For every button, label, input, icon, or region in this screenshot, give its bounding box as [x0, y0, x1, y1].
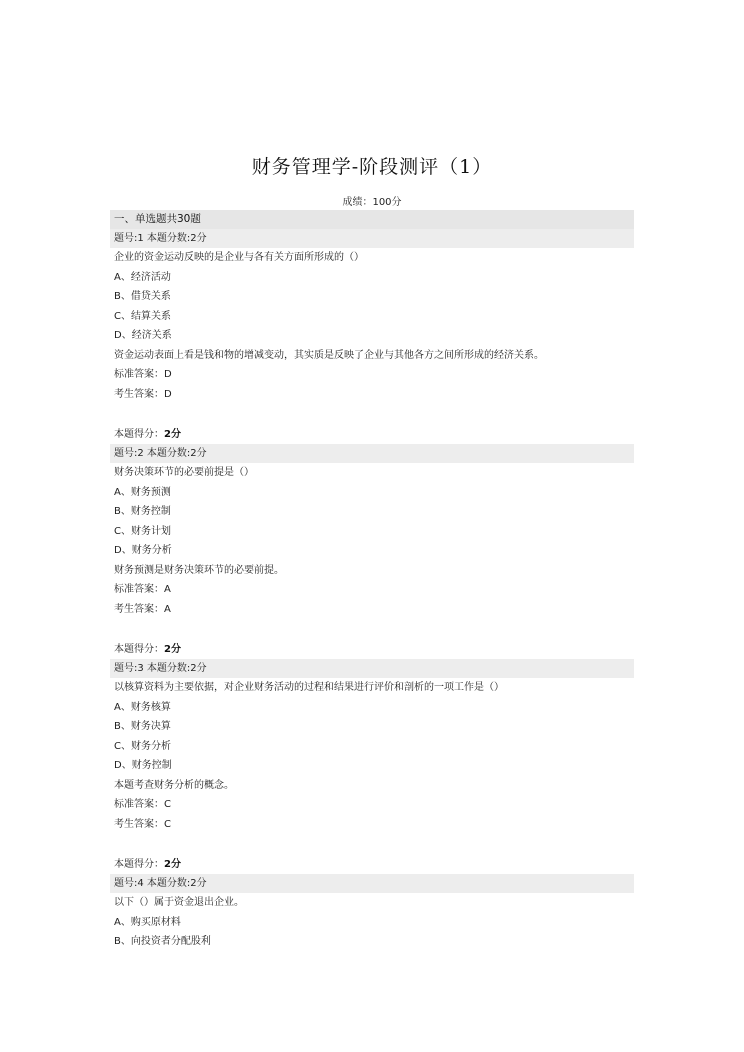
- option-b: B、财务控制: [114, 506, 171, 517]
- question-stem: 财务决策环节的必要前提是（）: [114, 467, 254, 478]
- option-b: B、向投资者分配股利: [114, 936, 211, 947]
- question-stem: 以核算资料为主要依据，对企业财务活动的过程和结果进行评价和剖析的一项工作是（）: [114, 682, 504, 693]
- question-2: [110, 444, 634, 659]
- explanation: 财务预测是财务决策环节的必要前提。: [114, 564, 284, 576]
- option-b: B、财务决算: [114, 721, 171, 732]
- question-score-value: 2分: [164, 429, 181, 440]
- option-d: D、财务控制: [114, 760, 172, 771]
- question-4: [110, 874, 634, 952]
- student-answer: 考生答案：D: [114, 388, 172, 400]
- option-a: A、购买原材料: [114, 916, 181, 928]
- question-score: [110, 855, 634, 874]
- question-score: [110, 425, 634, 444]
- question-score-label: 本题得分：: [114, 644, 164, 655]
- question-3: [110, 659, 634, 874]
- student-answer: 考生答案：C: [114, 818, 171, 830]
- question-stem: 以下（）属于资金退出企业。: [114, 897, 244, 908]
- question-score-label: 本题得分：: [114, 859, 164, 870]
- option-a: A、财务预测: [114, 486, 171, 498]
- section-header: 一、单选题共30题: [110, 210, 634, 229]
- student-answer: 考生答案：A: [114, 603, 171, 615]
- question-score-value: 2分: [164, 644, 181, 655]
- option-c: C、财务分析: [114, 740, 171, 752]
- exam-content: [110, 210, 634, 952]
- option-c: C、结算关系: [114, 310, 171, 322]
- question-score-value: 2分: [164, 859, 181, 870]
- explanation: 资金运动表面上看是钱和物的增减变动，其实质是反映了企业与其他各方之间所形成的经济关系。: [114, 349, 544, 361]
- option-b: B、借贷关系: [114, 291, 171, 302]
- option-a: A、财务核算: [114, 701, 171, 713]
- standard-answer: 标准答案：D: [114, 369, 172, 380]
- option-d: D、经济关系: [114, 330, 172, 341]
- explanation: 本题考查财务分析的概念。: [114, 779, 234, 791]
- standard-answer: 标准答案：A: [114, 584, 171, 595]
- question-header: 题号:1 本题分数:2分: [110, 229, 634, 248]
- option-c: C、财务计划: [114, 525, 171, 537]
- page-title: 财务管理学-阶段测评（1）: [251, 156, 493, 178]
- question-score: [110, 640, 634, 659]
- total-score: 成绩：100分: [342, 197, 402, 208]
- question-stem: 企业的资金运动反映的是企业与各有关方面所形成的（）: [114, 252, 364, 263]
- question-header: 题号:3 本题分数:2分: [110, 659, 634, 678]
- question-1: [110, 229, 634, 444]
- standard-answer: 标准答案：C: [114, 799, 171, 810]
- option-d: D、财务分析: [114, 545, 172, 556]
- option-a: A、经济活动: [114, 271, 171, 283]
- question-header: 题号:2 本题分数:2分: [110, 444, 634, 463]
- question-header: 题号:4 本题分数:2分: [110, 874, 634, 893]
- question-score-label: 本题得分：: [114, 429, 164, 440]
